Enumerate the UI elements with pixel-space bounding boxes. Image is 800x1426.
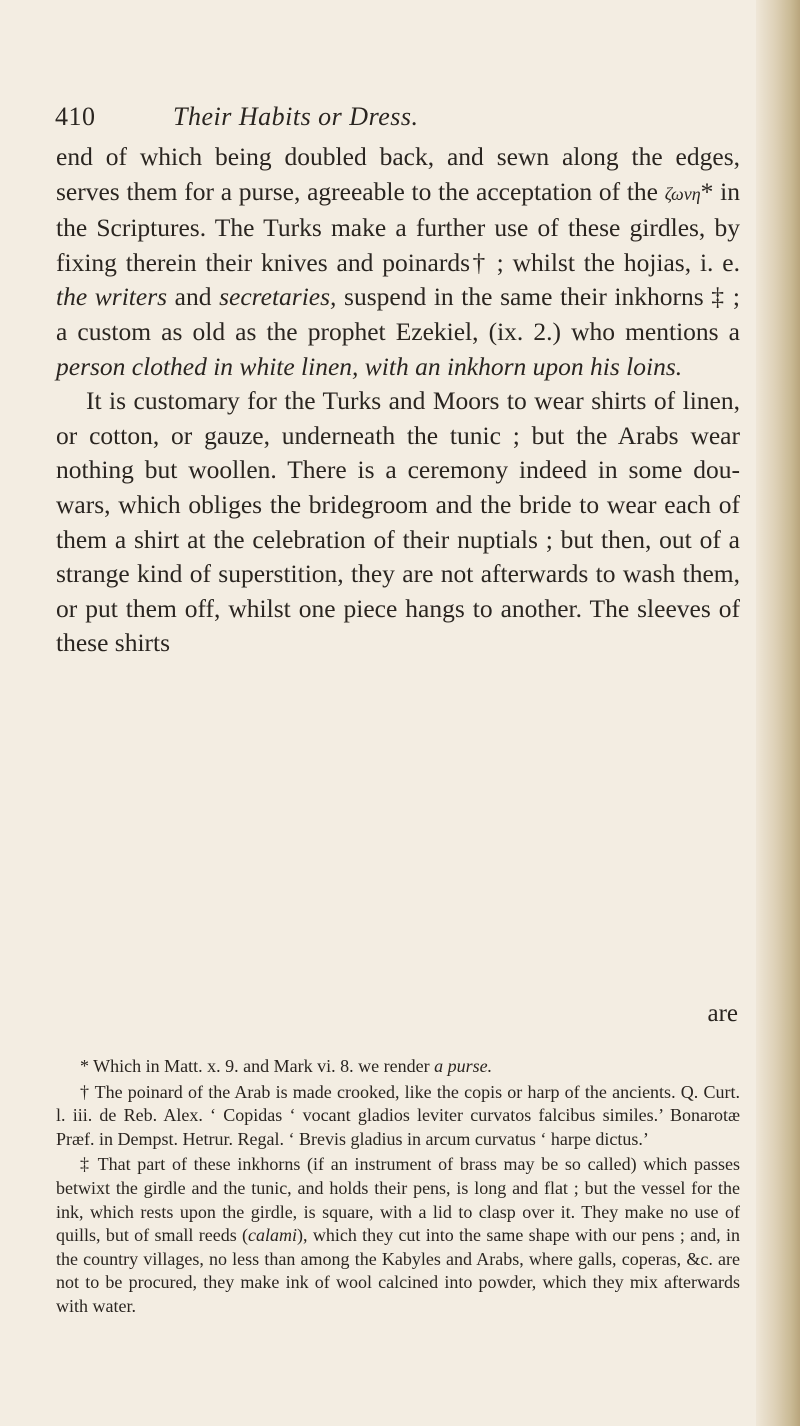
catchword: are [707,1000,738,1027]
footnote-1 [56,1055,740,1079]
footnote-1-text: * Which in Matt. x. 9. and Mark vi. 8. we render [80,1056,435,1076]
footnote-3-text-1: ‡ That part of these inkhorns (if an instrument of brass may be so called) which passes betwixt the girdle and the tunic, and holds their pens, is long and flat ; but the vessel for the ink, which rests upon the girdle, is square, with a lid to clasp over it. They make no use of quills, but of small reeds ( [56,1154,740,1246]
footnote-1-italic: a purse. [434,1056,493,1076]
p1-text-4: suspend in the same their inkhorns ‡ ; a custom as old as the prophet Ezekiel, (ix. 2.) who mentions a [56,282,740,346]
footnote-3-text-2: ), which they cut into the same shape with our pens ; and, in the country villages, no less than among the Kabyles and Arabs, where galls, coperas, &c. are not to be procured, they make ink of wool calcined into powder, which they mix afterwards with water. [56,1225,740,1316]
footnote-3 [56,1153,740,1318]
page-number: 410 [55,102,96,131]
footnote-3-italic: calami [248,1225,298,1246]
p1-text-2: * in the Scriptures. The Turks make a further use of these girdles, by fixing therein their knives and poinards† ; whilst the hojias, i. e. [56,176,740,277]
page-edge-shadow [756,0,800,1426]
greek-word: ζωνη [664,183,701,204]
footnotes [56,1055,740,1321]
p1-italic-secretaries: secretaries, [219,282,337,312]
p1-text-1: end of which being doubled back, and sewn along the edges, serves them for a purse, agreeable to the acceptation of the [56,142,740,206]
p1-italic-writers: the writers [56,282,168,312]
running-title: Their Habits or Dress. [173,102,419,131]
paragraph-1 [56,140,740,384]
paragraph-2: It is customary for the Turks and Moors to wear shirts of linen, or cotton, or gauze, underneath the tunic ; but the Arabs wear nothing but woollen. There is a ceremony indeed in some dou-wars, which obliges the bridegroom and the bride to wear each of them a shirt at the celebration of their nuptials ; but then, out of a strange kind of superstition, they are not afterwards to wash them, or put them off, whilst one piece hangs to another. The sleeves of these shirts [56,386,740,658]
main-text [56,140,740,661]
p1-text-3: and [167,282,220,312]
p1-italic-quote: person clothed in white linen, with an inkhorn upon his loins. [56,351,683,381]
footnote-2: † The poinard of the Arab is made crooked, like the copis or harp of the ancients. Q. Curt. l. iii. de Reb. Alex. ‘ Copidas ‘ vocant gladios leviter curvatos falcibus similes.’ Bonarotæ Præf. in Dempst. Hetrur. Regal. ‘ Brevis gladius in arcum curvatus ‘ harpe dictus.’ [56,1081,740,1149]
